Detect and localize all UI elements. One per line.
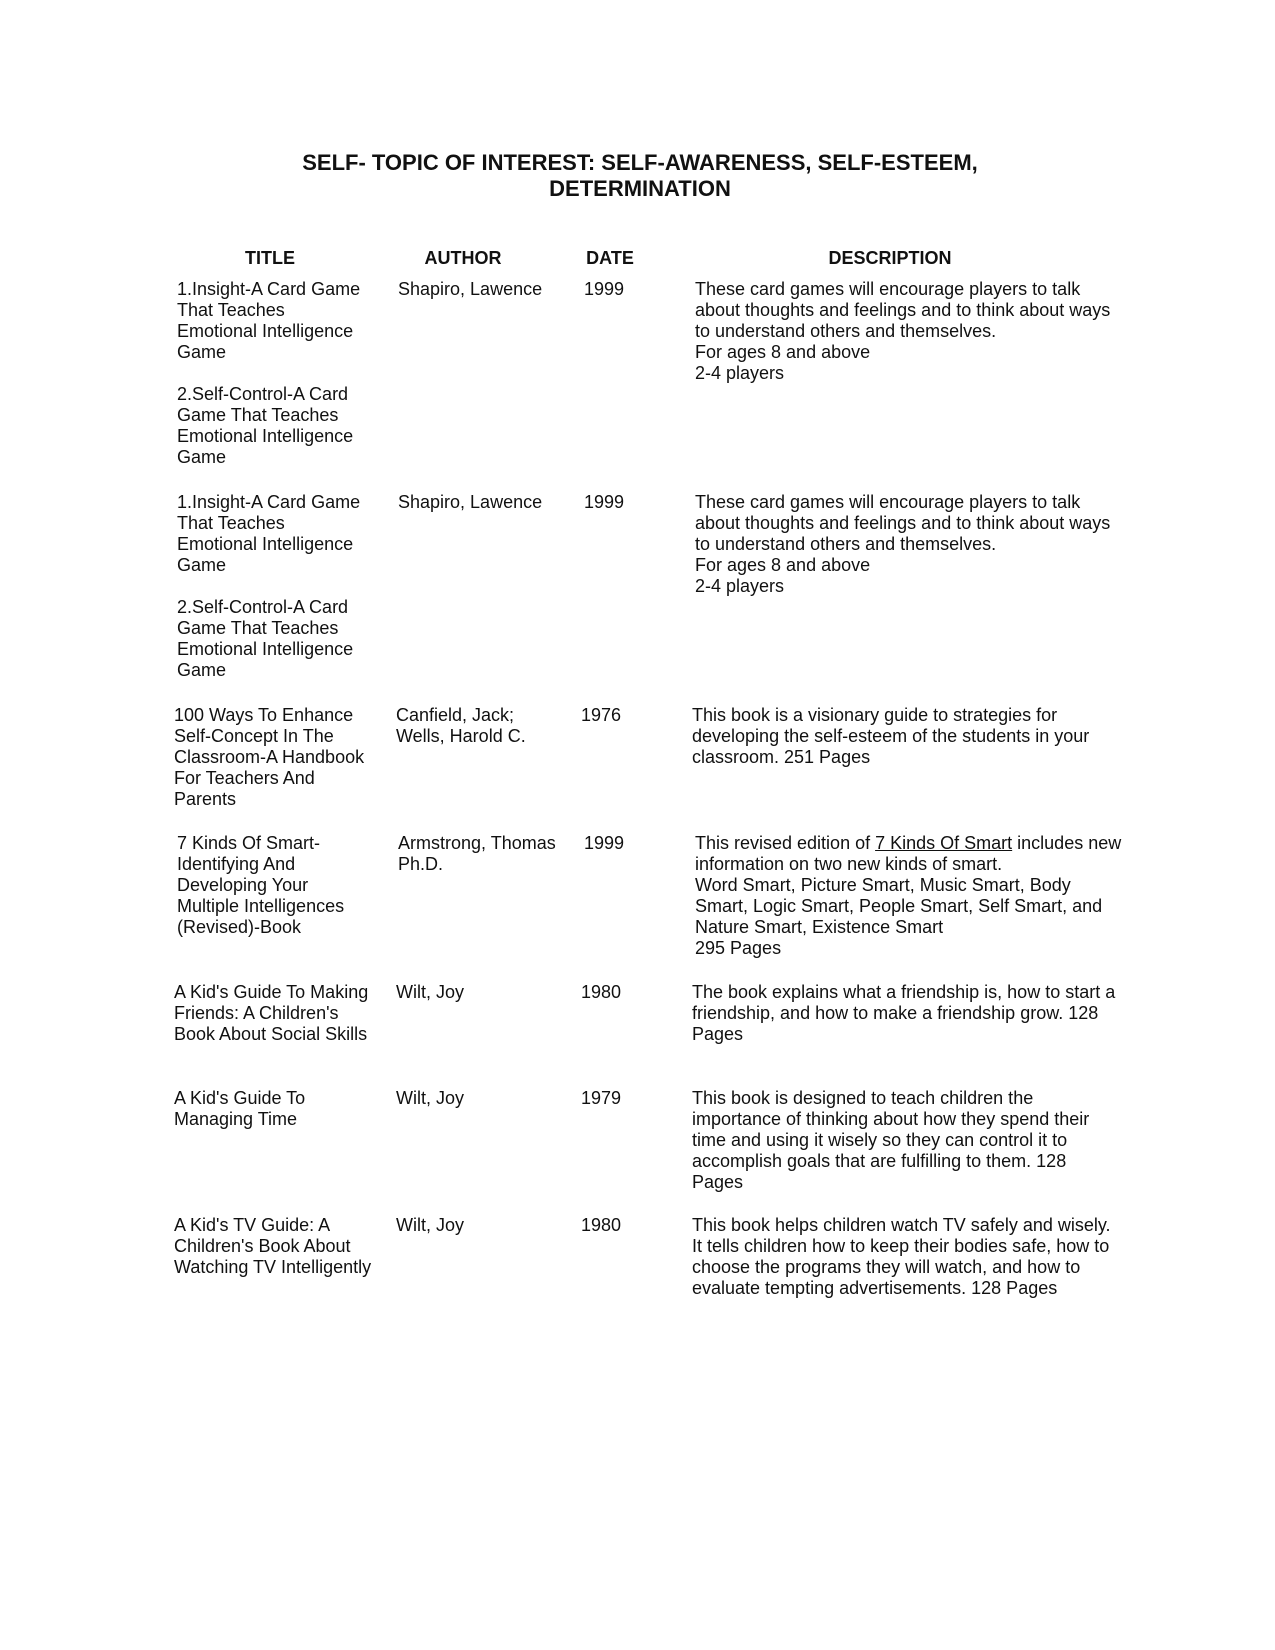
description-line: accomplish goals that are fulfilling to them. 128 <box>692 1151 1067 1171</box>
table-row-author <box>398 833 573 875</box>
title-line: For Teachers And <box>174 768 315 788</box>
author-line: Wilt, Joy <box>396 1215 465 1235</box>
table-row-title <box>174 1215 389 1278</box>
table-row-date: 1999 <box>584 492 625 512</box>
title-line: Game <box>177 447 227 467</box>
table-row-author <box>396 1088 571 1109</box>
description-line: information on two new kinds of smart. <box>695 854 1003 874</box>
description-line: Pages <box>692 1172 744 1192</box>
title-line: 1.Insight-A Card Game <box>177 492 361 512</box>
description-line: 295 Pages <box>695 938 782 958</box>
description-line: 2-4 players <box>695 363 785 383</box>
table-row-description <box>692 1215 1162 1299</box>
table-row-author <box>398 279 573 300</box>
title-line: Book About Social Skills <box>174 1024 368 1044</box>
title-line: A Kid's Guide To Making <box>174 982 369 1002</box>
column-header-date: DATE <box>586 248 634 268</box>
table-row-title <box>174 982 389 1045</box>
title-line: Managing Time <box>174 1109 298 1129</box>
description-line: Smart, Logic Smart, People Smart, Self Smart, and <box>695 896 1103 916</box>
table-row-author <box>396 1215 571 1236</box>
title-line: Game That Teaches <box>177 618 339 638</box>
title-line: Game <box>177 555 227 575</box>
title-line: Emotional Intelligence <box>177 639 354 659</box>
table-row-author <box>396 982 571 1003</box>
table-row-title <box>177 279 392 468</box>
description-line: These card games will encourage players to talk <box>695 279 1081 299</box>
table-row-description <box>692 982 1162 1045</box>
title-line: 7 Kinds Of Smart- <box>177 833 321 853</box>
title-line: Multiple Intelligences <box>177 896 345 916</box>
title-line: Developing Your <box>177 875 309 895</box>
description-line: about thoughts and feelings and to think about ways <box>695 513 1111 533</box>
table-row-title <box>174 1088 389 1130</box>
title-line: 1.Insight-A Card Game <box>177 279 361 299</box>
table-row-date: 1976 <box>581 705 622 725</box>
description-line <box>695 833 1165 854</box>
page-title-line-2: DETERMINATION <box>549 176 731 201</box>
table-row-author <box>396 705 571 747</box>
table-row-description <box>695 279 1155 384</box>
description-line: evaluate tempting advertisements. 128 Pages <box>692 1278 1058 1298</box>
title-line: Self-Concept In The <box>174 726 334 746</box>
table-row-title <box>174 705 389 810</box>
table-row-title <box>177 492 392 681</box>
title-line: 100 Ways To Enhance <box>174 705 354 725</box>
title-line: 2.Self-Control-A Card <box>177 597 349 617</box>
description-line: It tells children how to keep their bodies safe, how to <box>692 1236 1110 1256</box>
table-row-date: 1979 <box>581 1088 622 1108</box>
description-line: to understand others and themselves. <box>695 534 997 554</box>
author-line: Shapiro, Lawence <box>398 492 543 512</box>
author-line: Wells, Harold C. <box>396 726 526 746</box>
title-line: That Teaches <box>177 513 285 533</box>
description-text: This revised edition of <box>695 833 876 853</box>
table-row-description <box>695 833 1165 959</box>
table-row-description <box>692 705 1152 768</box>
description-line: Word Smart, Picture Smart, Music Smart, Body <box>695 875 1071 895</box>
description-line: to understand others and themselves. <box>695 321 997 341</box>
title-line: Game <box>177 660 227 680</box>
title-line: Identifying And <box>177 854 296 874</box>
description-line: The book explains what a friendship is, how to start a <box>692 982 1116 1002</box>
title-line: Classroom-A Handbook <box>174 747 365 767</box>
title-line: (Revised)-Book <box>177 917 302 937</box>
description-text: includes new <box>1012 833 1122 853</box>
title-line: Emotional Intelligence <box>177 426 354 446</box>
author-line: Canfield, Jack; <box>396 705 515 725</box>
description-line: about thoughts and feelings and to think about ways <box>695 300 1111 320</box>
author-line: Armstrong, Thomas <box>398 833 556 853</box>
table-row-date: 1980 <box>581 982 622 1002</box>
description-line: Nature Smart, Existence Smart <box>695 917 944 937</box>
table-row-description <box>692 1088 1162 1193</box>
description-line: 2-4 players <box>695 576 785 596</box>
page-title-line-1: SELF- TOPIC OF INTEREST: SELF-AWARENESS, SELF-ESTEEM, <box>302 150 978 175</box>
title-line: Friends: A Children's <box>174 1003 339 1023</box>
title-line: Game <box>177 342 227 362</box>
title-line: Parents <box>174 789 237 809</box>
description-line: time and using it wisely so they can control it to <box>692 1130 1068 1150</box>
title-line: Watching TV Intelligently <box>174 1257 372 1277</box>
description-line: importance of thinking about how they spend their <box>692 1109 1090 1129</box>
title-line: A Kid's TV Guide: A <box>174 1215 331 1235</box>
title-line: That Teaches <box>177 300 285 320</box>
description-line: This book is designed to teach children the <box>692 1088 1034 1108</box>
title-line: Emotional Intelligence <box>177 534 354 554</box>
author-line: Shapiro, Lawence <box>398 279 543 299</box>
table-row-date: 1999 <box>584 279 625 299</box>
description-line: friendship, and how to make a friendship grow. 128 <box>692 1003 1099 1023</box>
author-line: Ph.D. <box>398 854 444 874</box>
title-line: Emotional Intelligence <box>177 321 354 341</box>
author-line: Wilt, Joy <box>396 982 465 1002</box>
description-line: developing the self-esteem of the students in your <box>692 726 1090 746</box>
table-row-author <box>398 492 573 513</box>
description-line: choose the programs they will watch, and how to <box>692 1257 1081 1277</box>
author-line: Wilt, Joy <box>396 1088 465 1108</box>
description-line: For ages 8 and above <box>695 555 871 575</box>
title-line: A Kid's Guide To <box>174 1088 306 1108</box>
table-row-title <box>177 833 392 938</box>
description-line: Pages <box>692 1024 744 1044</box>
column-header-description: DESCRIPTION <box>828 248 952 268</box>
description-line: This book helps children watch TV safely and wisely. <box>692 1215 1111 1235</box>
description-line: For ages 8 and above <box>695 342 871 362</box>
title-line: 2.Self-Control-A Card <box>177 384 349 404</box>
book-title-link: 7 Kinds Of Smart <box>875 833 1013 853</box>
column-header-author: AUTHOR <box>424 248 502 268</box>
title-line: Children's Book About <box>174 1236 351 1256</box>
table-row-date: 1980 <box>581 1215 622 1235</box>
table-row-description <box>695 492 1155 597</box>
description-line: These card games will encourage players to talk <box>695 492 1081 512</box>
description-line: classroom. 251 Pages <box>692 747 871 767</box>
description-line: This book is a visionary guide to strategies for <box>692 705 1058 725</box>
table-row-date: 1999 <box>584 833 625 853</box>
column-header-title: TITLE <box>245 248 295 268</box>
page-title <box>200 150 1080 202</box>
title-line: Game That Teaches <box>177 405 339 425</box>
